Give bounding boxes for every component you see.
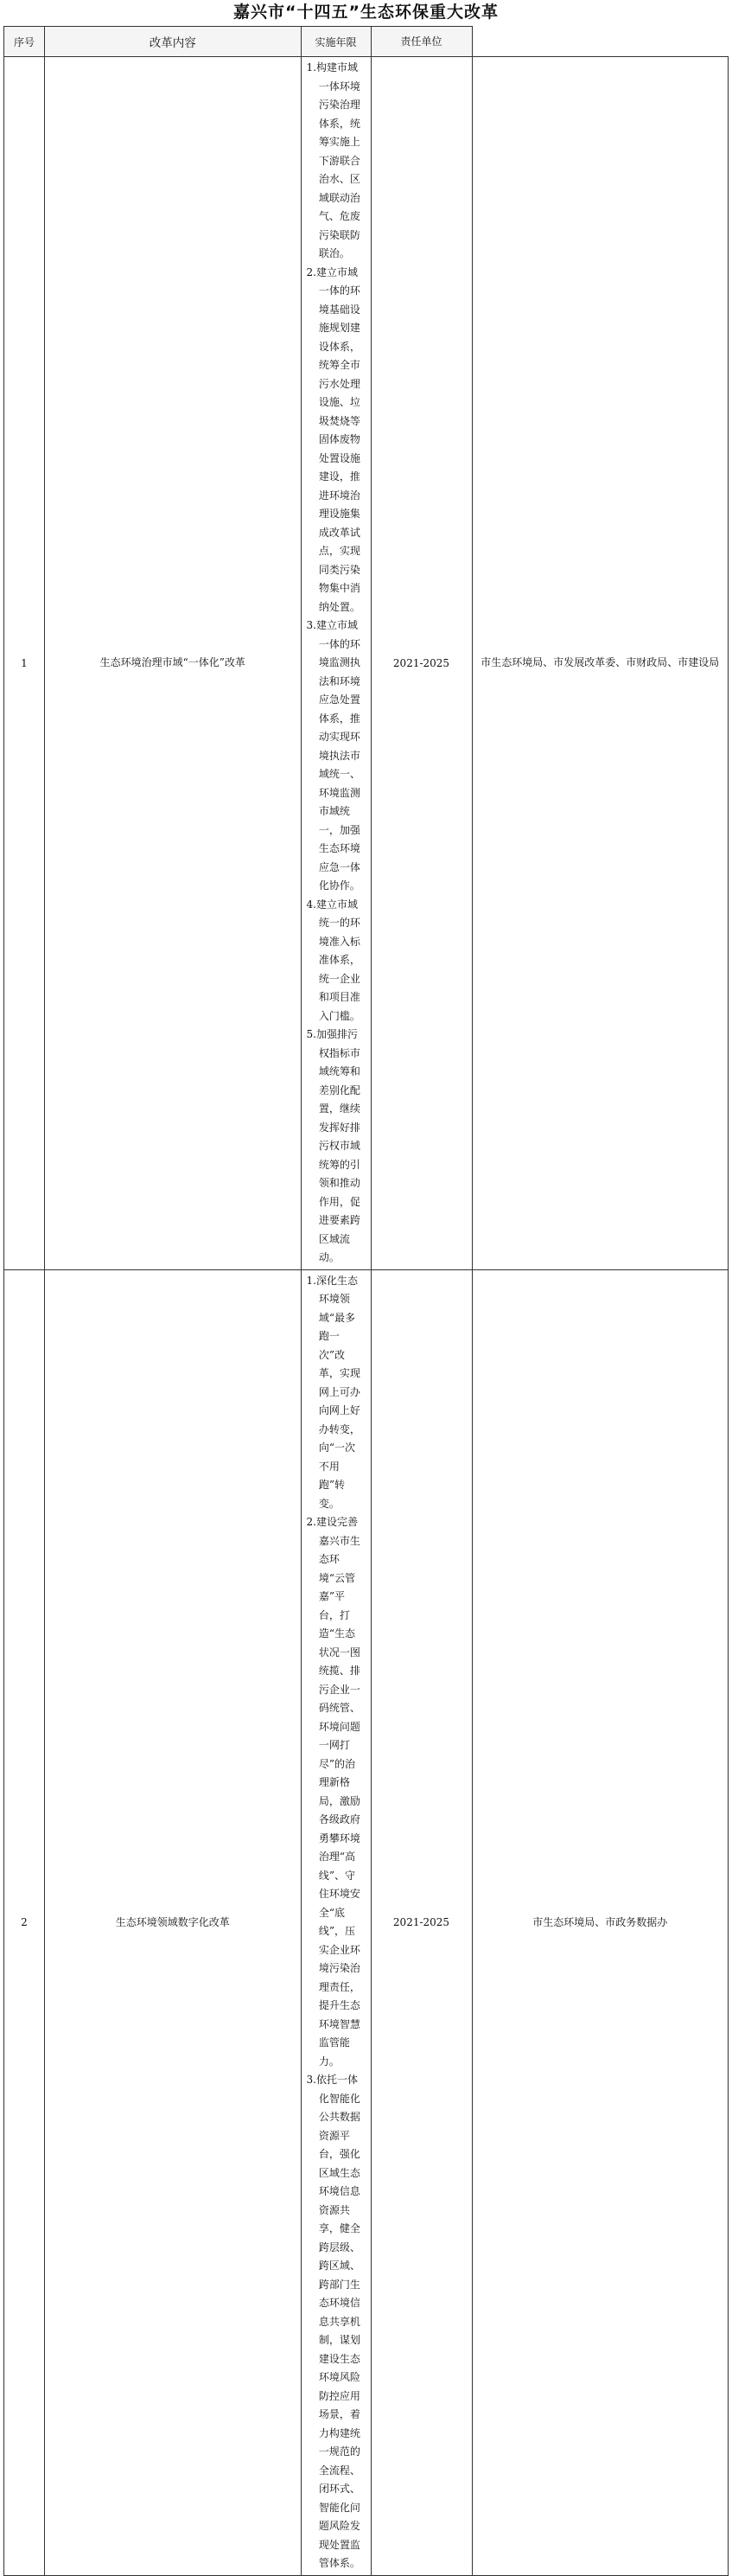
row-unit: 市生态环境局、市政务数据办 <box>472 1269 729 2575</box>
page-title: 嘉兴市“十四五”生态环保重大改革 <box>233 3 499 22</box>
row-reform-name: 生态环境治理市域“一体化”改革 <box>45 57 302 1270</box>
content-item: 5.加强排污权指标市域统筹和差别化配置，继续发挥好排污权市域统筹的引领和推动作用，促进要素跨区域流动。 <box>306 1028 360 1263</box>
content-item: 2.建设完善嘉兴市生态环境“云管嘉”平台，打造“生态状况一图统揽、排污企业一码统管、环境问题一网打尽”的治理新格局，激励各级政府勇攀环境治理“高线”、守住环境安全“底线”，压实企业环境污染治理责任，提升生态环境智慧监管能力。 <box>306 1516 360 2068</box>
row-content <box>301 1269 371 2575</box>
row-years: 2021-2025 <box>371 57 472 1270</box>
reform-table <box>3 26 729 2576</box>
content-item: 4.建立市域统一的环境准入标准体系，统一企业和项目准入门槛。 <box>306 898 360 1022</box>
content-item: 3.依托一体化智能化公共数据资源平台，强化区域生态环境信息资源共享，健全跨层级、跨区域、跨部门生态环境信息共享机制，谋划建设生态环境风险防控应用场景，着力构建统一规范的全流程、闭环式、智能化问题风险发现处置监管体系。 <box>306 2074 360 2569</box>
content-item: 3.建立市域一体的环境监测执法和环境应急处置体系，推动实现环境执法市域统一、环境监测市域统一，加强生态环境应急一体化协作。 <box>306 619 360 892</box>
table-row <box>4 57 729 1270</box>
header-years: 实施年限 <box>301 27 371 57</box>
row-years: 2021-2025 <box>371 1269 472 2575</box>
row-content <box>301 57 371 1270</box>
row-seq: 2 <box>4 1269 45 2575</box>
row-unit: 市生态环境局、市发展改革委、市财政局、市建设局 <box>472 57 729 1270</box>
row-reform-name: 生态环境领域数字化改革 <box>45 1269 302 2575</box>
row-seq: 1 <box>4 57 45 1270</box>
header-seq: 序号 <box>4 27 45 57</box>
header-content: 改革内容 <box>45 27 302 57</box>
header-unit: 责任单位 <box>371 27 472 57</box>
content-item: 1.深化生态环境领域“最多跑一次”改革，实现网上可办向网上好办转变，向“一次不用跑”转变。 <box>306 1274 360 1510</box>
table-row <box>4 1269 729 2575</box>
table-header-row <box>4 27 729 57</box>
content-item: 2.建立市域一体的环境基础设施规划建设体系，统筹全市污水处理设施、垃圾焚烧等固体废物处置设施建设，推进环境治理设施集成改革试点，实现同类污染物集中消纳处置。 <box>306 265 360 613</box>
content-item: 1.构建市域一体环境污染治理体系，统筹实施上下游联合治水、区域联动治气、危废污染联防联治。 <box>306 61 360 259</box>
